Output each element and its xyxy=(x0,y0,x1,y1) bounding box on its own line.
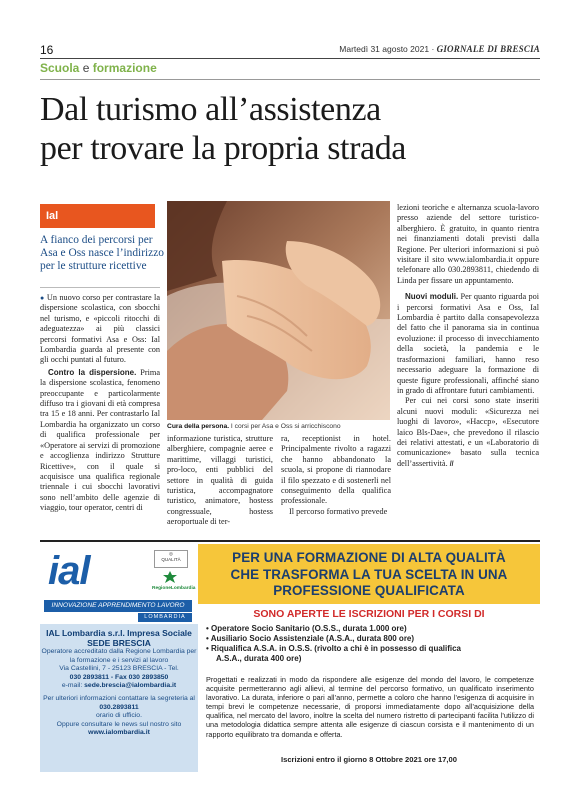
section-main: Scuola xyxy=(40,61,80,75)
enrollment-deadline: Iscrizioni entro il giorno 8 Ottobre 2021 ore 17,00 xyxy=(281,755,457,764)
section-title xyxy=(40,61,157,75)
section-and: e xyxy=(82,61,90,75)
enrollment-open-title: SONO APERTE LE ISCRIZIONI PER I CORSI DI xyxy=(253,608,485,620)
column-3-text: ra, receptionist in hotel. Principalmente rivolto a ragazzi che hanno abbandonato la scuola, si propone di riannodare il filo spezzato e di sostenerli nel conseguimento della qualifica professionale. xyxy=(281,434,391,506)
ad-main-panel xyxy=(198,544,540,772)
org-email-label: e-mail: xyxy=(61,682,85,690)
ial-tagline: INNOVAZIONE APPRENDIMENTO LAVORO xyxy=(44,600,192,612)
course-list xyxy=(206,624,536,664)
org-email-link[interactable]: sede.brescia@ialombardia.it xyxy=(84,682,177,690)
photo-caption xyxy=(167,423,392,430)
regione-lombardia-label: RegioneLombardia xyxy=(152,586,196,591)
column-4-paragraph-1: lezioni teoriche e alternanza scuola-lavoro presso aziende del settore turistico-alberghiero. È gratuito, in quanto rientra nei finanziamenti dotali previsti dalla Regione. Per ulteriori informazioni si può visitare il sito www.ialombardia.it oppure telefonare allo 030.2893811, chiedendo di Linda per fissare un appuntamento. xyxy=(397,203,539,285)
hands-photo-illustration xyxy=(167,201,390,420)
header-rule xyxy=(40,58,540,59)
column-3-paragraph-2: Il percorso formativo prevede xyxy=(289,506,388,516)
banner-line-2: CHE TRASFORMA LA TUA SCELTA IN UNA xyxy=(230,566,508,582)
ial-advertisement xyxy=(40,544,540,772)
quality-certification-badge xyxy=(154,550,188,568)
banner-line-3: PROFESSIONE QUALIFICATA xyxy=(273,583,465,598)
ial-region: LOMBARDIA xyxy=(138,613,192,622)
website-link[interactable]: www.ialombardia.it xyxy=(88,729,150,737)
article-column-2 xyxy=(167,434,273,528)
newspaper-name: GIORNALE DI BRESCIA xyxy=(436,44,540,54)
ad-contact-panel xyxy=(40,544,198,772)
ad-contact-info xyxy=(40,628,198,738)
headline-line-1: Dal turismo all’assistenza xyxy=(40,91,381,128)
regione-lombardia-logo xyxy=(160,570,180,584)
page-number: 16 xyxy=(40,43,54,57)
column-2-text: informazione turistica, strutture alberghiere, compagnie aeree e marittime, villaggi turistici, pro-loco, enti pubblici del settore in qualità di guida turistica, accompagnatore turistico, animatore, hostess congressuale, hostess aeroportuale di ter- xyxy=(167,434,273,527)
course-riqualifica: • Riqualifica A.S.A. in O.S.S. (rivolto a chi è in possesso di qualifica xyxy=(206,644,462,654)
article-headline xyxy=(40,90,545,168)
course-oss: • Operatore Socio Sanitario (O.S.S., durata 1.000 ore) xyxy=(206,624,407,633)
paragraph-new-modules: Per cui nei corsi sono state inseriti alcuni nuovi moduli: «Sicurezza nei luoghi di lavoro», «Haccp», «Esecutore laico Bls-Dae», che prevedono il rilascio dei relativi attestati, e un «Laboratorio di comunicazione» basato sulla tecnica dell’assertività. xyxy=(397,396,539,468)
ad-top-rule xyxy=(40,540,540,542)
ad-banner xyxy=(198,544,540,604)
article-column-4 xyxy=(397,203,539,470)
issue-date-line xyxy=(339,44,540,54)
end-mark: // xyxy=(449,460,454,468)
paragraph-heading-moduli: Nuovi moduli. xyxy=(405,292,459,302)
contact-phone: 030.2893811 xyxy=(99,703,139,711)
course-asa: • Ausiliario Socio Assistenziale (A.S.A., durata 800 ore) xyxy=(206,634,415,644)
lead-paragraph: Un nuovo corso per contrastare la dispersione scolastica, con sbocchi nel turismo, e «piccoli ritocchi di adeguatezza» ai più classici percorsi formativi Asa e Oss: Ial Lombardia guarda al presente con gli occhi puntati al futuro. xyxy=(40,293,161,365)
paragraph-heading-dispersione: Contro la dispersione. xyxy=(48,367,137,377)
news-line: Oppure consultare le news sul nostro sito xyxy=(56,720,182,728)
section-sub: formazione xyxy=(92,61,157,75)
headline-line-2: per trovare la propria strada xyxy=(40,130,406,167)
rose-icon xyxy=(160,570,180,584)
org-title: IAL Lombardia s.r.l. Impresa Sociale SEDE BRESCIA xyxy=(46,628,192,648)
ad-logo-area xyxy=(40,544,198,624)
course-riqualifica-cont: A.S.A., durata 400 ore) xyxy=(216,654,302,664)
article-subhead: A fianco dei percorsi per Asa e Oss nasce l’indirizzo per le strutture ricettive xyxy=(40,234,164,272)
org-description: Operatore accreditato dalla Regione Lombardia per la formazione e i servizi al lavoro xyxy=(41,648,197,664)
article-column-3 xyxy=(281,434,391,517)
subhead-divider xyxy=(40,287,160,288)
quality-badge-icon: ◎ xyxy=(169,551,173,556)
quality-badge-label: QUALITÀ xyxy=(161,557,181,562)
date-separator: · xyxy=(431,44,435,54)
contact-hours: orario di ufficio. xyxy=(96,712,142,720)
paragraph-moduli: Per quanto riguarda poi i percorsi formativi Asa e Oss, Ial Lombardia è partito dalla consapevolezza del fatto che il panorama sia in continua evoluzione: il processo di invecchiamento della società, la pandemia e le trasformazioni familiari, hanno reso necessario adeguare la formazione di queste figure professionali, affinché siano in grado di affrontare futuri cambiamenti. xyxy=(397,292,540,395)
caption-bold: Cura della persona. xyxy=(167,423,230,430)
issue-date: Martedì 31 agosto 2021 xyxy=(339,44,430,54)
article-tag: Ial xyxy=(40,204,155,228)
caption-text: I corsi per Asa e Oss si arricchiscono xyxy=(229,423,341,430)
section-rule xyxy=(40,79,540,80)
org-phone: 030 2893811 - Fax 030 2893850 xyxy=(69,673,169,681)
article-column-1 xyxy=(40,293,160,514)
article-photo xyxy=(167,201,390,420)
ad-body-text: Progettati e realizzati in modo da rispondere alle esigenze del mondo del lavoro, le competenze acquisite permetteranno agli allievi, al termine del percorso formativo, un qualificato inserimento lavorativo. La durata, inferiore o pari all’anno, permette a coloro che hanno l’esigenza di acquisire in tempi brevi le competenze necessarie, di proporsi immediatamente dopo all’acquisizione della qualifica, nel mercato del lavoro, inoltre la scelta del numero ristretto di partecipanti facilita l’utilizzo di una metodologia didattica sempre attenta alle esigenze di ciascun corsista e il mantenimento di un rapporto equilibrato tra domanda e offerta. xyxy=(206,675,534,739)
org-address: Via Castellini, 7 - 25123 BRESCIA - Tel. xyxy=(59,665,179,673)
bullet-icon: ● xyxy=(40,294,45,302)
ial-logo: ial xyxy=(48,549,90,593)
paragraph-dispersione: Prima la dispersione scolastica, fenomeno preoccupante e particolarmente diffuso tra i giovani di età compresa tra 15 e 18 anni. Per contrastarlo Ial Lombardia ha organizzato un corso di qualifica professionale per «Operatore ai servizi di promozione e accoglienza indirizzo Strutture Ricettive», con il quale si acquisisce una qualifica regionale triennale i cui sbocchi lavorativi sono nell’ambito delle agenzie di viaggio, tour operator, centri di xyxy=(40,367,160,513)
banner-line-1: PER UNA FORMAZIONE DI ALTA QUALITÀ xyxy=(232,550,506,565)
contact-line: Per ulteriori informazioni contattare la segreteria al xyxy=(43,694,195,702)
